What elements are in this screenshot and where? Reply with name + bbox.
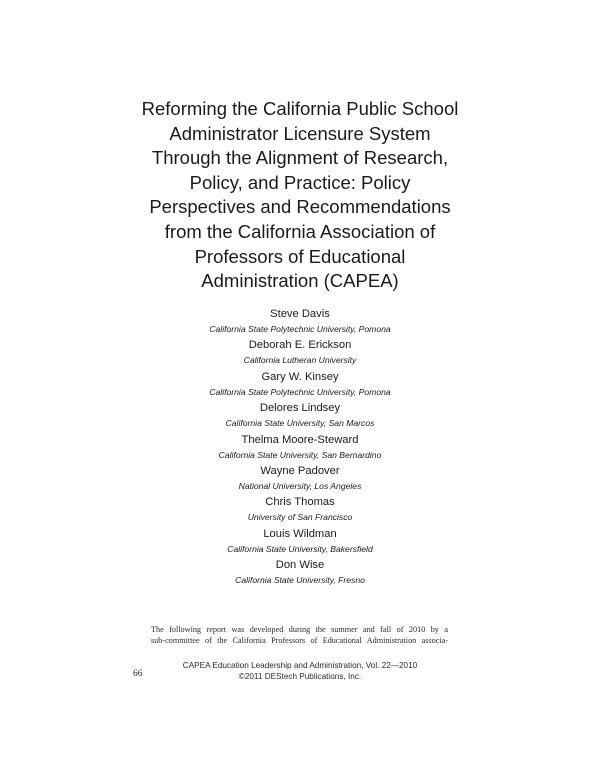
- author-affiliation: California State University, Bakersfield: [227, 543, 373, 554]
- author-name: Don Wise: [275, 559, 325, 572]
- journal-citation: CAPEA Education Leadership and Administration, Vol. 22—2010: [182, 661, 418, 670]
- title-line: Professors of Educational: [194, 245, 406, 267]
- author-affiliation: California State University, Fresno: [235, 575, 365, 586]
- author-name: Wayne Padover: [260, 464, 340, 477]
- author-affiliation: California State Polytechnic University, Pomona: [209, 324, 391, 334]
- author-entry: [100, 558, 500, 589]
- title-line: Through the Alignment of Research,: [151, 147, 449, 169]
- author-entry: [100, 495, 500, 526]
- author-entry: [100, 527, 500, 558]
- title-line: Administrator Licensure System: [169, 122, 431, 144]
- author-affiliation: University of San Francisco: [247, 512, 353, 523]
- page-number: 66: [133, 669, 143, 679]
- author-list: [100, 307, 500, 590]
- author-name: Chris Thomas: [265, 496, 335, 509]
- title-line: Policy, and Practice: Policy: [189, 171, 411, 193]
- author-name: Delores Lindsey: [259, 402, 341, 415]
- title-line: Administration (CAPEA): [201, 270, 399, 292]
- body-line: sub-committee of the California Professors of Educational Administration associa-: [151, 636, 448, 645]
- author-entry: [100, 433, 500, 464]
- copyright-notice: ©2011 DEStech Publications, Inc.: [238, 672, 362, 681]
- title-line: Reforming the California Public School: [141, 98, 459, 119]
- author-entry: [100, 307, 500, 338]
- paper-title: [100, 97, 500, 294]
- author-entry: [100, 401, 500, 432]
- body-paragraph: [151, 624, 448, 646]
- author-name: Deborah E. Erickson: [248, 339, 352, 352]
- title-line: Perspectives and Recommendations: [149, 196, 451, 218]
- author-entry: [100, 370, 500, 401]
- author-name: Louis Wildman: [263, 527, 337, 540]
- author-affiliation: National University, Los Angeles: [238, 480, 362, 491]
- title-line: from the California Association of: [164, 220, 436, 242]
- author-affiliation: California State University, San Marcos: [225, 418, 375, 429]
- author-entry: [100, 338, 500, 369]
- journal-footer: [140, 660, 460, 682]
- author-entry: [100, 464, 500, 495]
- author-affiliation: California State University, San Bernardino: [218, 449, 382, 460]
- author-name: Steve Davis: [270, 308, 330, 320]
- author-affiliation: California State Polytechnic University, Pomona: [209, 386, 391, 397]
- author-affiliation: California Lutheran University: [243, 355, 357, 366]
- body-line: The following report was developed during the summer and fall of 2010 by a: [151, 625, 448, 634]
- author-name: Gary W. Kinsey: [261, 370, 339, 383]
- author-name: Thelma Moore-Steward: [241, 433, 359, 446]
